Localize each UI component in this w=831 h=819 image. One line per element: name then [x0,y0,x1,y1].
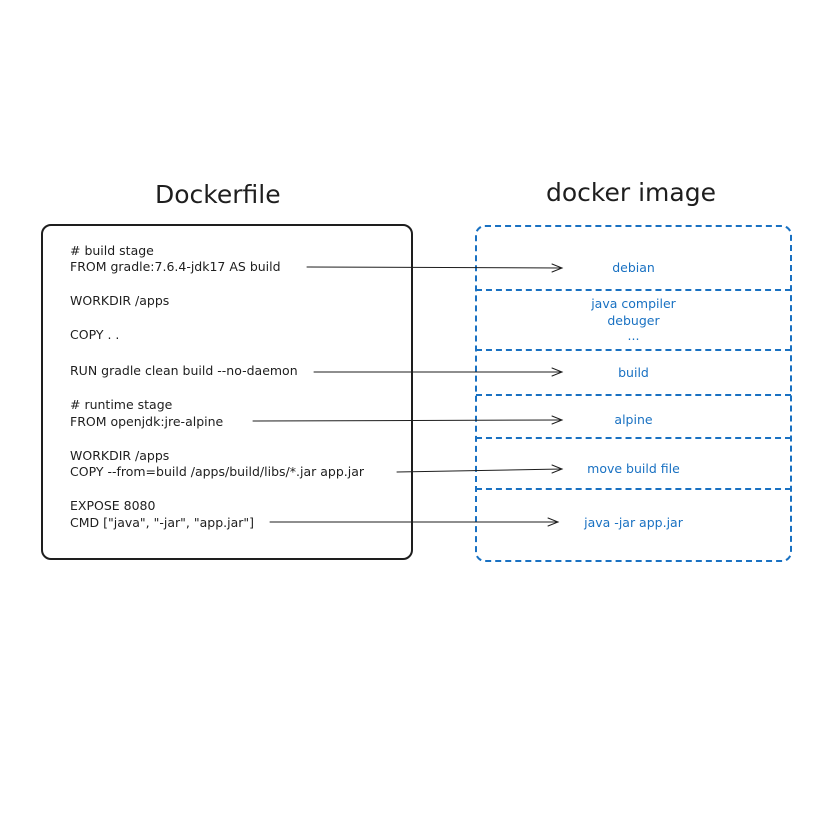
arrow-copy-from-build [397,465,562,473]
arrow-from-gradle [307,264,562,272]
layer-alpine: alpine [614,412,653,427]
code-line-cmd: CMD ["java", "-jar", "app.jar"] [70,515,255,530]
layer-debian: debian [612,260,655,275]
code-line-build-comment: # build stage [70,243,154,258]
code-line-workdir-2: WORKDIR /apps [70,448,170,463]
code-line-run-gradle: RUN gradle clean build --no-daemon [70,363,298,378]
dockerfile-title: Dockerfile [155,180,281,209]
code-line-expose: EXPOSE 8080 [70,498,156,513]
layer-move-build-file: move build file [587,461,680,476]
arrow-from-openjdk [253,416,562,424]
code-line-copy-from-build: COPY --from=build /apps/build/libs/*.jar app.jar [70,464,364,479]
code-line-from-openjdk: FROM openjdk:jre-alpine [70,414,224,429]
code-line-runtime-comment: # runtime stage [70,397,173,412]
layer-debuger: debuger [607,313,660,328]
docker-image-title: docker image [546,178,716,207]
arrow-cmd [270,518,558,526]
layer-build: build [618,365,649,380]
layer-ellipsis: ... [627,328,640,343]
code-line-copy: COPY . . [70,327,120,342]
layer-java-compiler: java compiler [591,296,676,311]
code-line-from-gradle: FROM gradle:7.6.4-jdk17 AS build [70,259,281,274]
code-line-workdir-1: WORKDIR /apps [70,293,170,308]
arrow-run-gradle [314,368,562,376]
layer-java-jar: java -jar app.jar [584,515,683,530]
